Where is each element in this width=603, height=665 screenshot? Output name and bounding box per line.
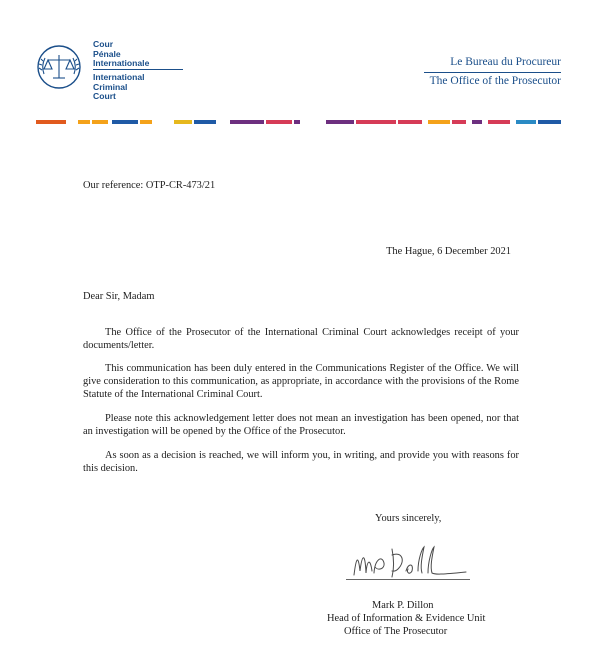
stripe-segment (112, 120, 138, 124)
paragraph-text: This communication has been duly entered in the Communications Register of the Office. We will give consideration to this communication, as appropriate, in accordance with the provisions of the Rome Statute of the International Criminal Court. (83, 363, 519, 400)
paragraph-text: The Office of the Prosecutor of the International Criminal Court acknowledges receipt of your documents/letter. (83, 327, 519, 351)
stripe-segment (78, 120, 90, 124)
color-stripe (36, 120, 561, 124)
stripe-segment (356, 120, 396, 124)
stripe-segment (266, 120, 292, 124)
signer-name: Mark P. Dillon (372, 600, 434, 611)
office-name-english: The Office of the Prosecutor (429, 75, 561, 87)
stripe-segment (428, 120, 450, 124)
body-paragraph (83, 362, 519, 401)
signer-title: Head of Information & Evidence Unit (327, 613, 486, 624)
stripe-segment (230, 120, 264, 124)
stripe-segment (92, 120, 108, 124)
office-name-divider (424, 72, 561, 73)
stripe-segment (516, 120, 536, 124)
stripe-segment (538, 120, 561, 124)
paragraph-text: As soon as a decision is reached, we will inform you, in writing, and provide you with reasons for this decision. (83, 450, 519, 474)
stripe-segment (398, 120, 422, 124)
body-paragraph (83, 412, 519, 438)
salutation: Dear Sir, Madam (83, 291, 155, 302)
icc-scales-logo (36, 44, 82, 90)
court-name-fr-line: Internationale (93, 58, 150, 69)
office-name-french: Le Bureau du Procureur (450, 56, 561, 68)
stripe-segment (36, 120, 66, 124)
court-name-english (93, 73, 145, 102)
stripe-segment (488, 120, 510, 124)
body-paragraph (83, 326, 519, 352)
court-name-en-line: Court (93, 91, 116, 102)
body-paragraph (83, 449, 519, 475)
court-name-french (93, 40, 149, 69)
stripe-segment (140, 120, 152, 124)
stripe-segment (326, 120, 354, 124)
court-name-divider (93, 69, 183, 70)
our-reference: Our reference: OTP-CR-473/21 (83, 180, 216, 191)
paragraph-text: Please note this acknowledgement letter does not mean an investigation has been opened, nor that an investigation will be opened by the Office of the Prosecutor. (83, 413, 519, 437)
stripe-segment (452, 120, 466, 124)
court-name-fr-line: Cour (93, 39, 114, 49)
signature-line (346, 579, 470, 580)
stripe-segment (174, 120, 192, 124)
court-name-en-line: Criminal (93, 81, 128, 92)
court-name-fr-line: Pénale (93, 48, 121, 59)
stripe-segment (194, 120, 216, 124)
letter-date: The Hague, 6 December 2021 (386, 246, 511, 257)
court-name-en-line: International (93, 72, 145, 82)
stripe-segment (294, 120, 300, 124)
closing: Yours sincerely, (375, 513, 442, 524)
signer-office: Office of The Prosecutor (344, 626, 448, 637)
stripe-segment (472, 120, 482, 124)
